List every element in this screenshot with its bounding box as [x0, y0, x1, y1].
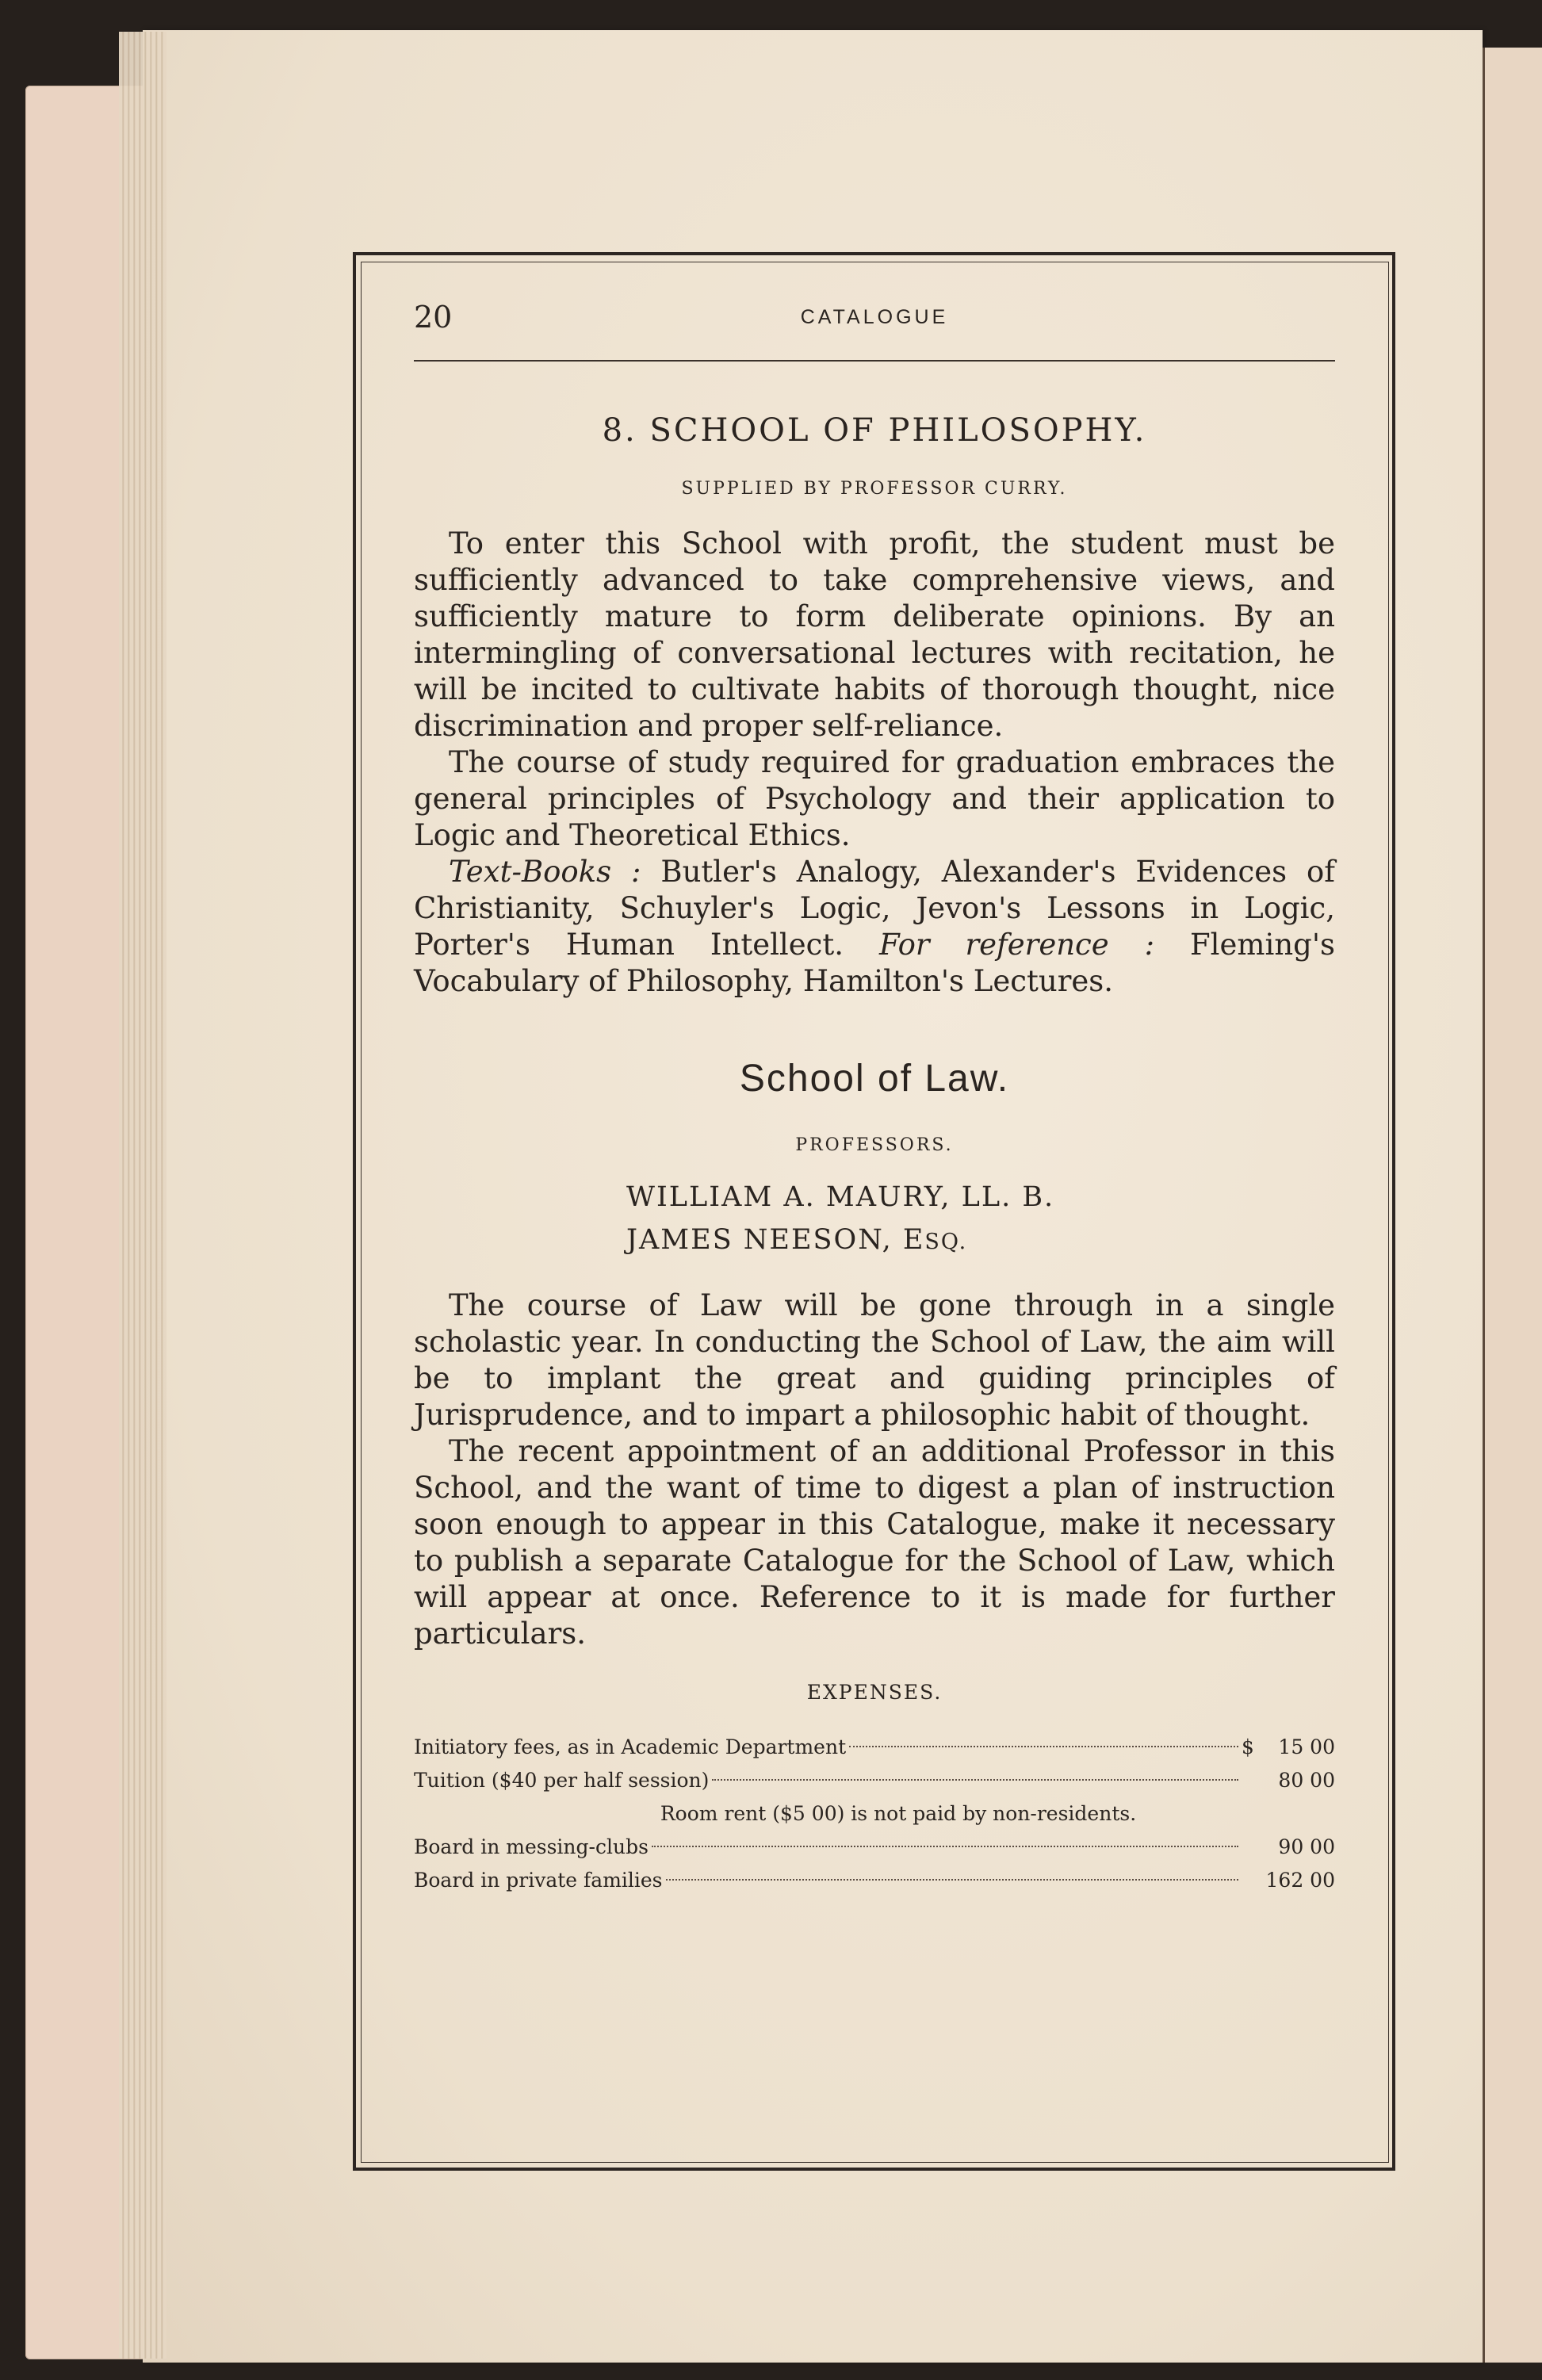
law-title: School of Law. — [739, 1058, 1010, 1100]
leader-dots — [849, 1746, 1238, 1747]
leader-dots — [666, 1879, 1238, 1881]
philosophy-paragraph: The course of study required for graduation embraces the general principles of Psychology and their application to Logic and Theoretical Ethics. — [414, 745, 1335, 852]
expense-row — [414, 1731, 1335, 1764]
expense-label: Initiatory fees, as in Academic Department — [414, 1735, 847, 1758]
philosophy-textbooks-paragraph — [414, 854, 1335, 1000]
expense-amount: 162 00 — [1265, 1869, 1335, 1892]
expense-note: Room rent ($5 00) is not paid by non-residents. — [660, 1802, 1137, 1825]
expense-amount: 80 00 — [1278, 1769, 1335, 1792]
running-head: CATALOGUE — [800, 306, 949, 328]
law-paragraph: The course of Law will be gone through in a single scholastic year. In conducting the School of Law, the aim will be to implant the great and guiding principles of Jurisprudence, and to impart a philosophic habit of thought. — [414, 1288, 1335, 1432]
expense-row — [414, 1764, 1335, 1797]
expense-label: Tuition ($40 per half session) — [414, 1769, 710, 1792]
page-header — [414, 295, 1335, 342]
professor-name-text: JAMES NEESON, E — [626, 1224, 925, 1256]
leader-dots — [712, 1779, 1238, 1781]
philosophy-paragraph: To enter this School with profit, the student must be sufficiently advanced to take comprehensive views, and sufficiently mature to form deliberate opinions. By an intermingling of conversational lectures with recitation, he will be incited to cultivate habits of thorough thought, nice discrimination and proper self-reliance. — [414, 526, 1335, 743]
professor-name-suffix: SQ. — [924, 1230, 968, 1254]
facing-page-edge — [1483, 48, 1542, 2363]
philosophy-title: 8. SCHOOL OF PHILOSOPHY. — [602, 412, 1147, 449]
expense-amount: 90 00 — [1278, 1835, 1335, 1858]
philosophy-supplied-by: SUPPLIED BY PROFESSOR CURRY. — [681, 479, 1068, 499]
law-paragraph: The recent appointment of an additional Professor in this School, and the want of time to digest a plan of instruction soon enough to appear in this Catalogue, make it necessary to publish a separate Catalogue for the School of Law, which will appear at once. Reference to it is made for further particulars. — [414, 1434, 1335, 1651]
expense-label: Board in messing-clubs — [414, 1835, 649, 1858]
leader-dots — [652, 1846, 1238, 1847]
professors-label: PROFESSORS. — [795, 1135, 954, 1155]
expenses-table — [414, 1731, 1335, 1897]
header-rule — [414, 360, 1335, 362]
expense-amount: 15 00 — [1278, 1735, 1335, 1758]
professor-name — [414, 1219, 1335, 1264]
expense-label: Board in private families — [414, 1869, 663, 1892]
page-content — [414, 295, 1335, 2118]
expense-currency: $ — [1242, 1735, 1254, 1758]
expenses-label: EXPENSES. — [806, 1681, 943, 1704]
reference-label: For reference : — [878, 928, 1155, 962]
expense-row — [414, 1831, 1335, 1864]
page-edges — [119, 32, 166, 2359]
page-number: 20 — [414, 300, 453, 335]
textbooks-label: Text-Books : — [449, 855, 641, 889]
professor-name: WILLIAM A. MAURY, LL. B. — [626, 1181, 1055, 1213]
expense-row — [414, 1864, 1335, 1897]
reference-text: Fleming's Vocabulary of Philosophy, Hamilton's Lectures. — [414, 928, 1335, 998]
textbooks-text: Butler's Analogy, Alexander's Evidences of Christianity, Schuyler's Logic, Jevon's Lessons in Logic, Porter's Human Intellect. — [414, 855, 1335, 962]
